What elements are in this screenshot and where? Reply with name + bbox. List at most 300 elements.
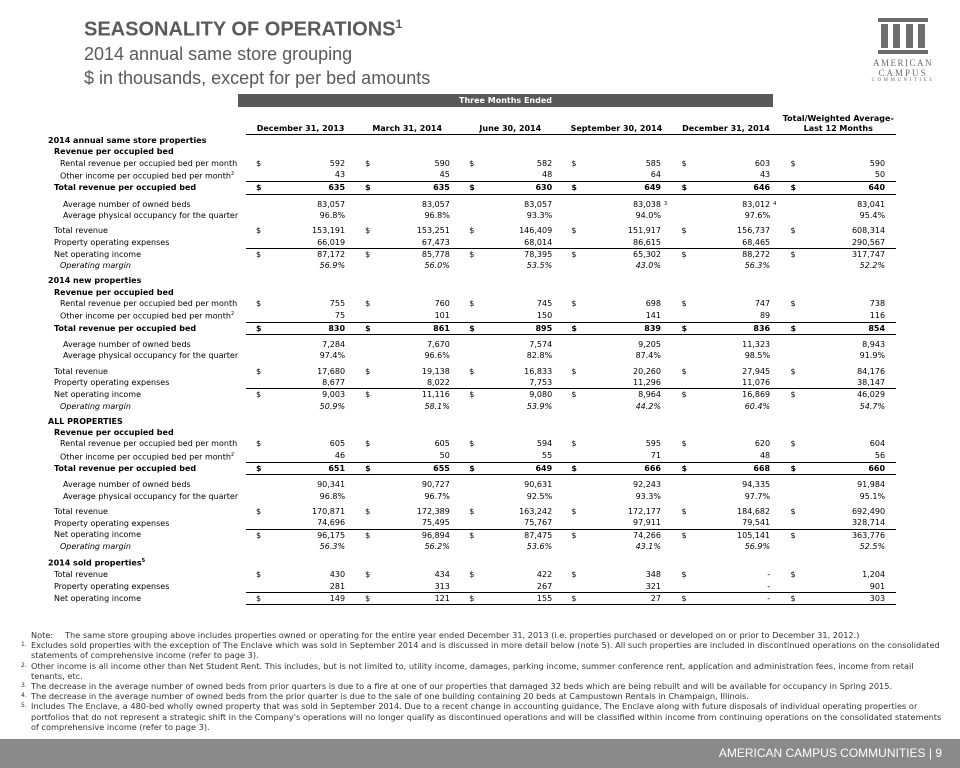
page-title: SEASONALITY OF OPERATIONS$^1$ bbox=[84, 17, 403, 41]
footnote-cell bbox=[770, 366, 780, 377]
row-label bbox=[48, 199, 246, 210]
three-months-ended-header: Three Months Ended bbox=[238, 94, 773, 107]
value-cell: 668 bbox=[693, 463, 771, 475]
value-cell: 96,175 bbox=[317, 530, 346, 540]
row-label-text: Total revenue bbox=[54, 570, 108, 580]
currency-symbol bbox=[459, 169, 480, 182]
footnote-cell bbox=[770, 569, 780, 580]
row-label bbox=[48, 366, 246, 377]
value-cell: 87.4% bbox=[635, 351, 661, 361]
footnote-text: Excludes sold properties with the exception of The Enclave which was sold in September 2014 and is discussed in more detail below (note 5). All such properties are included in discontinued operations on the consolidated statements of comprehensive income (refer to page 3). bbox=[31, 640, 940, 661]
value-cell: 9,080 bbox=[529, 390, 553, 400]
currency-symbol: $ bbox=[671, 463, 692, 475]
value-cell: 7,670 bbox=[426, 340, 450, 350]
table-row bbox=[48, 401, 896, 412]
footnote-cell bbox=[885, 401, 896, 412]
footnote-ref: 5 bbox=[141, 558, 146, 565]
footnote-cell bbox=[345, 322, 355, 334]
currency-symbol bbox=[671, 199, 692, 210]
row-label bbox=[48, 350, 246, 361]
currency-symbol: $ bbox=[365, 158, 371, 168]
currency-symbol: $ bbox=[256, 507, 262, 517]
value-cell: 48 bbox=[480, 169, 552, 182]
footnote-cell bbox=[885, 237, 896, 249]
currency-symbol: $ bbox=[790, 366, 796, 376]
row-label-text: Net operating income bbox=[54, 530, 142, 540]
footnote-cell bbox=[450, 581, 459, 593]
currency-symbol bbox=[355, 309, 376, 322]
value-cell: - bbox=[693, 581, 771, 593]
footnote-cell bbox=[345, 248, 355, 260]
footnote-cell bbox=[885, 592, 896, 604]
footnote-cell bbox=[552, 581, 561, 593]
currency-symbol bbox=[671, 450, 692, 463]
value-cell: 290,567 bbox=[802, 237, 885, 249]
footnote-cell bbox=[661, 237, 671, 249]
footnote-cell bbox=[450, 248, 459, 260]
row-label-text: Operating margin bbox=[60, 541, 131, 551]
value-cell: 594 bbox=[536, 439, 553, 449]
footnote-cell bbox=[552, 210, 561, 221]
currency-symbol bbox=[671, 491, 692, 502]
currency-symbol bbox=[246, 377, 267, 389]
footnote-cell bbox=[552, 377, 561, 389]
footnote-cell bbox=[885, 529, 896, 541]
footnote-cell bbox=[770, 322, 780, 334]
currency-symbol: $ bbox=[355, 182, 376, 194]
table-row bbox=[48, 377, 896, 389]
footnote-cell bbox=[770, 182, 780, 194]
currency-symbol bbox=[246, 581, 267, 593]
currency-symbol bbox=[561, 541, 582, 552]
currency-symbol: $ bbox=[246, 592, 267, 604]
footnote-cell: 4 bbox=[773, 200, 777, 207]
currency-symbol bbox=[561, 450, 582, 463]
table-row bbox=[48, 427, 896, 438]
footnote-cell bbox=[450, 401, 459, 412]
row-label-text: Property operating expenses bbox=[54, 237, 170, 247]
value-cell: 27,945 bbox=[742, 366, 771, 376]
value-cell: 172,177 bbox=[627, 507, 661, 517]
currency-symbol bbox=[459, 450, 480, 463]
footnote-cell bbox=[552, 401, 561, 412]
currency-symbol bbox=[459, 517, 480, 529]
currency-symbol: $ bbox=[256, 226, 262, 236]
value-cell: 8,022 bbox=[376, 377, 450, 389]
currency-symbol bbox=[561, 479, 582, 490]
footnote-cell bbox=[345, 592, 355, 604]
currency-symbol bbox=[246, 517, 267, 529]
footnote-cell bbox=[450, 199, 459, 210]
currency-symbol: $ bbox=[355, 592, 376, 604]
footnote-cell bbox=[885, 450, 896, 463]
footnote-cell bbox=[885, 248, 896, 260]
value-cell: 83,057 bbox=[317, 199, 346, 209]
currency-symbol bbox=[246, 260, 267, 271]
footnote-cell bbox=[450, 298, 459, 309]
value-cell: 17,680 bbox=[317, 366, 346, 376]
value-cell: 146,409 bbox=[519, 226, 553, 236]
footnote-text: Other income is all income other than Net Student Rent. This includes, but is not limited to, utility income, damages, parking income, summer conference rent, application and administration fees, income from retail tenants, etc. bbox=[31, 660, 914, 681]
footnote-text: The decrease in the average number of owned beds from prior quarters is due to a fire at one of our properties that damaged 32 beds which are being rebuilt and will be available for occupancy in Spring 2015. bbox=[31, 681, 893, 692]
footnote-cell bbox=[661, 322, 671, 334]
value-cell: 11,076 bbox=[693, 377, 771, 389]
footnote-text: Includes The Enclave, a 480-bed wholly owned property that was sold in September 2014. Due to a recent change in accounting guidance, The Enclave along with future disposals of individual operating properties or portfolios that do not represent a strategic shift in the Company's operations will no longer qualify as discontinued operations and will be classified within income from continuing operations on the consolidated statements of comprehensive income (refer to page 3). bbox=[31, 701, 942, 732]
value-cell: 60.4% bbox=[744, 401, 771, 411]
currency-symbol bbox=[246, 169, 267, 182]
row-label bbox=[48, 322, 246, 334]
footnote-cell bbox=[345, 339, 355, 350]
table-row bbox=[48, 182, 896, 194]
currency-symbol bbox=[561, 491, 582, 502]
table-row bbox=[48, 416, 896, 427]
value-cell: 8,964 bbox=[638, 390, 661, 400]
table-row bbox=[48, 517, 896, 529]
currency-symbol: $ bbox=[561, 463, 582, 475]
row-label: Revenue per occupied bed bbox=[54, 147, 174, 157]
currency-symbol bbox=[561, 401, 582, 412]
value-cell: 95.1% bbox=[859, 491, 886, 501]
value-cell: 585 bbox=[645, 158, 661, 168]
footnote-ref: 2 bbox=[230, 170, 235, 177]
footnote-cell bbox=[345, 199, 355, 210]
value-cell: - bbox=[693, 592, 771, 604]
footnote-cell bbox=[552, 541, 561, 552]
currency-symbol: $ bbox=[256, 249, 262, 259]
currency-symbol bbox=[671, 517, 692, 529]
row-label bbox=[48, 169, 246, 182]
value-cell: 635 bbox=[267, 182, 345, 194]
table-row bbox=[48, 287, 896, 298]
footnote-cell bbox=[345, 169, 355, 182]
currency-symbol bbox=[459, 339, 480, 350]
currency-symbol bbox=[355, 169, 376, 182]
value-cell: 755 bbox=[329, 299, 346, 309]
currency-symbol bbox=[246, 491, 267, 502]
row-label-text: Operating margin bbox=[60, 401, 131, 411]
value-cell: 603 bbox=[754, 158, 771, 168]
value-cell: 19,138 bbox=[421, 366, 450, 376]
footnote-cell bbox=[885, 491, 896, 502]
footnote-cell bbox=[450, 169, 459, 182]
footnote-cell bbox=[770, 491, 780, 502]
footnote-cell bbox=[661, 450, 671, 463]
footnote-cell bbox=[661, 350, 671, 361]
footnote-cell bbox=[661, 298, 671, 309]
footnote-cell bbox=[770, 592, 780, 604]
column-header-total-line1: Total/Weighted Average- bbox=[782, 114, 894, 123]
value-cell: 56.3% bbox=[744, 261, 771, 271]
column-header-total bbox=[781, 112, 897, 135]
currency-symbol bbox=[355, 339, 376, 350]
footnote-cell bbox=[770, 506, 780, 517]
value-cell: 90,727 bbox=[421, 480, 450, 490]
footnote-cell bbox=[661, 491, 671, 502]
row-label-text: Total revenue bbox=[54, 226, 108, 236]
row-label-text: Other income per occupied bed per month bbox=[60, 171, 231, 181]
currency-symbol: $ bbox=[365, 570, 371, 580]
footnote-cell bbox=[661, 479, 671, 490]
currency-symbol: $ bbox=[459, 322, 480, 334]
value-cell: 348 bbox=[645, 570, 661, 580]
value-cell: 97,911 bbox=[583, 517, 661, 529]
value-cell: 895 bbox=[480, 322, 552, 334]
footnote-cell bbox=[552, 389, 561, 401]
footnote-cell bbox=[885, 517, 896, 529]
footnote-cell bbox=[661, 529, 671, 541]
footnote-cell bbox=[345, 438, 355, 449]
value-cell: 44.2% bbox=[635, 401, 661, 411]
value-cell: 861 bbox=[376, 322, 450, 334]
currency-symbol: $ bbox=[571, 299, 577, 309]
currency-symbol bbox=[459, 237, 480, 249]
footnote-cell bbox=[661, 260, 671, 271]
value-cell: 46,029 bbox=[857, 390, 886, 400]
currency-symbol: $ bbox=[459, 592, 480, 604]
footnote-cell bbox=[450, 450, 459, 463]
logo-text-communities: COMMUNITIES bbox=[871, 78, 935, 83]
footnote-cell bbox=[450, 506, 459, 517]
value-cell: 74,696 bbox=[267, 517, 345, 529]
currency-symbol bbox=[561, 309, 582, 322]
currency-symbol: $ bbox=[256, 439, 262, 449]
table-row bbox=[48, 339, 896, 350]
currency-symbol: $ bbox=[469, 366, 475, 376]
footnote-cell bbox=[552, 366, 561, 377]
currency-symbol: $ bbox=[790, 390, 796, 400]
value-cell: 121 bbox=[376, 592, 450, 604]
table-row bbox=[48, 146, 896, 157]
value-cell: 96.6% bbox=[424, 351, 450, 361]
footnote-cell bbox=[345, 517, 355, 529]
currency-symbol: $ bbox=[365, 299, 371, 309]
footnote-cell: 3 bbox=[663, 200, 668, 207]
currency-symbol bbox=[561, 517, 582, 529]
value-cell: 155 bbox=[480, 592, 552, 604]
value-cell: - bbox=[767, 570, 771, 580]
currency-symbol bbox=[459, 479, 480, 490]
currency-symbol: $ bbox=[469, 439, 475, 449]
value-cell: 317,747 bbox=[851, 249, 886, 259]
footnote-cell bbox=[885, 309, 896, 322]
value-cell: 68,465 bbox=[693, 237, 771, 249]
currency-symbol bbox=[561, 339, 582, 350]
currency-symbol bbox=[781, 169, 803, 182]
footnote-cell bbox=[770, 350, 780, 361]
value-cell: 45 bbox=[376, 169, 450, 182]
row-label bbox=[48, 529, 246, 541]
footnote-cell bbox=[450, 438, 459, 449]
currency-symbol bbox=[671, 401, 692, 412]
value-cell: 46 bbox=[267, 450, 345, 463]
footnote-cell bbox=[345, 450, 355, 463]
footnote-cell bbox=[345, 350, 355, 361]
currency-symbol: $ bbox=[681, 249, 687, 259]
row-label-text: Average physical occupancy for the quarter bbox=[63, 491, 239, 501]
value-cell: 660 bbox=[802, 463, 885, 475]
value-cell: 85,778 bbox=[421, 249, 450, 259]
footnote-cell bbox=[345, 210, 355, 221]
footnote-cell bbox=[661, 248, 671, 260]
value-cell: 91,984 bbox=[857, 480, 886, 490]
currency-symbol bbox=[671, 210, 692, 221]
currency-symbol: $ bbox=[459, 463, 480, 475]
value-cell: 8,943 bbox=[862, 340, 886, 350]
currency-symbol: $ bbox=[365, 439, 371, 449]
value-cell: 738 bbox=[869, 299, 886, 309]
currency-symbol: $ bbox=[469, 299, 475, 309]
footnote-cell bbox=[661, 592, 671, 604]
footnote-cell bbox=[552, 438, 561, 449]
value-cell: 16,833 bbox=[524, 366, 553, 376]
currency-symbol: $ bbox=[355, 322, 376, 334]
currency-symbol: $ bbox=[571, 439, 577, 449]
value-cell: 64 bbox=[583, 169, 661, 182]
currency-symbol bbox=[671, 581, 692, 593]
column-header: March 31, 2014 bbox=[355, 112, 459, 135]
footnote-key: 2. bbox=[21, 661, 27, 669]
footer-bar bbox=[0, 739, 960, 768]
footnote-cell bbox=[885, 169, 896, 182]
currency-symbol: $ bbox=[681, 390, 687, 400]
currency-symbol: $ bbox=[469, 158, 475, 168]
value-cell: 82.8% bbox=[526, 351, 553, 361]
footnote-cell bbox=[552, 158, 561, 169]
footnote-cell bbox=[661, 210, 671, 221]
value-cell: 760 bbox=[434, 299, 450, 309]
row-label-text: Rental revenue per occupied bed per month bbox=[60, 299, 238, 309]
table-row bbox=[48, 581, 896, 593]
footnote-cell bbox=[885, 541, 896, 552]
value-cell: 116 bbox=[802, 309, 885, 322]
value-cell: 649 bbox=[480, 463, 552, 475]
value-cell: 604 bbox=[869, 439, 886, 449]
footnote bbox=[31, 630, 949, 640]
currency-symbol: $ bbox=[256, 530, 262, 540]
footnote-cell bbox=[552, 463, 561, 475]
footnote-key: 4. bbox=[21, 692, 27, 700]
currency-symbol: $ bbox=[365, 366, 371, 376]
row-label: Revenue per occupied bed bbox=[54, 428, 174, 438]
footnote-cell bbox=[885, 581, 896, 593]
table-row bbox=[48, 225, 896, 236]
row-label bbox=[48, 517, 246, 529]
currency-symbol bbox=[781, 479, 803, 490]
value-cell: 52.2% bbox=[859, 261, 886, 271]
footnote-cell bbox=[552, 199, 561, 210]
footnote-cell bbox=[885, 438, 896, 449]
footnote-cell bbox=[345, 479, 355, 490]
currency-symbol bbox=[246, 309, 267, 322]
table-row bbox=[48, 450, 896, 463]
row-label bbox=[48, 401, 246, 412]
row-label bbox=[48, 556, 896, 569]
value-cell: 747 bbox=[754, 299, 771, 309]
currency-symbol bbox=[671, 541, 692, 552]
footnote-cell bbox=[345, 298, 355, 309]
table-row bbox=[48, 275, 896, 286]
value-cell: 92.5% bbox=[526, 491, 553, 501]
footnote-cell bbox=[661, 517, 671, 529]
footnote-cell bbox=[450, 463, 459, 475]
footnote-cell bbox=[770, 438, 780, 449]
currency-symbol bbox=[561, 377, 582, 389]
row-label bbox=[48, 260, 246, 271]
currency-symbol: $ bbox=[469, 530, 475, 540]
value-cell: 11,323 bbox=[742, 340, 771, 350]
footnote-cell bbox=[345, 463, 355, 475]
value-cell: 87,172 bbox=[317, 249, 346, 259]
currency-symbol bbox=[781, 491, 803, 502]
row-label-text: Average number of owned beds bbox=[63, 199, 191, 209]
table-row bbox=[48, 491, 896, 502]
footnote-cell bbox=[552, 529, 561, 541]
footnote-cell bbox=[770, 517, 780, 529]
currency-symbol: $ bbox=[790, 249, 796, 259]
currency-symbol bbox=[355, 450, 376, 463]
row-label-text: Average physical occupancy for the quarter bbox=[63, 351, 239, 361]
footnote-cell bbox=[450, 479, 459, 490]
table-row bbox=[48, 541, 896, 552]
footnote-cell bbox=[552, 339, 561, 350]
currency-symbol: $ bbox=[469, 249, 475, 259]
value-cell: 38,147 bbox=[802, 377, 885, 389]
footnote-cell bbox=[552, 169, 561, 182]
currency-symbol: $ bbox=[256, 390, 262, 400]
footnote-cell bbox=[552, 450, 561, 463]
currency-symbol bbox=[246, 450, 267, 463]
value-cell: 87,475 bbox=[524, 530, 553, 540]
currency-symbol bbox=[246, 350, 267, 361]
footnote bbox=[21, 701, 949, 732]
currency-symbol bbox=[355, 541, 376, 552]
currency-symbol bbox=[355, 479, 376, 490]
currency-symbol: $ bbox=[781, 182, 803, 194]
currency-symbol: $ bbox=[365, 249, 371, 259]
value-cell: 150 bbox=[480, 309, 552, 322]
row-label bbox=[48, 592, 246, 604]
footnote-cell bbox=[885, 260, 896, 271]
footnote-cell bbox=[450, 377, 459, 389]
footnote-cell bbox=[661, 506, 671, 517]
footer-company: AMERICAN CAMPUS COMMUNITIES bbox=[718, 746, 926, 760]
footnote-cell bbox=[770, 339, 780, 350]
currency-symbol bbox=[246, 479, 267, 490]
currency-symbol bbox=[355, 401, 376, 412]
footnote-cell bbox=[661, 541, 671, 552]
row-label bbox=[48, 569, 246, 580]
value-cell: 96.8% bbox=[319, 491, 346, 501]
value-cell: 9,003 bbox=[322, 390, 346, 400]
value-cell: 97.7% bbox=[744, 491, 771, 501]
table-row bbox=[48, 389, 896, 401]
table-header-row bbox=[48, 112, 896, 135]
value-cell: 90,341 bbox=[317, 480, 346, 490]
currency-symbol: $ bbox=[459, 182, 480, 194]
value-cell: 692,490 bbox=[851, 507, 886, 517]
footnote-key: 5. bbox=[21, 702, 27, 710]
value-cell: 97.4% bbox=[319, 351, 346, 361]
row-label-text: Total revenue bbox=[54, 366, 108, 376]
value-cell: 79,541 bbox=[693, 517, 771, 529]
table-row bbox=[48, 438, 896, 449]
value-cell: 153,251 bbox=[416, 226, 450, 236]
currency-symbol bbox=[561, 237, 582, 249]
value-cell: 53.6% bbox=[526, 541, 553, 551]
value-cell: 170,871 bbox=[311, 507, 346, 517]
footnote-cell bbox=[345, 182, 355, 194]
currency-symbol bbox=[459, 581, 480, 593]
